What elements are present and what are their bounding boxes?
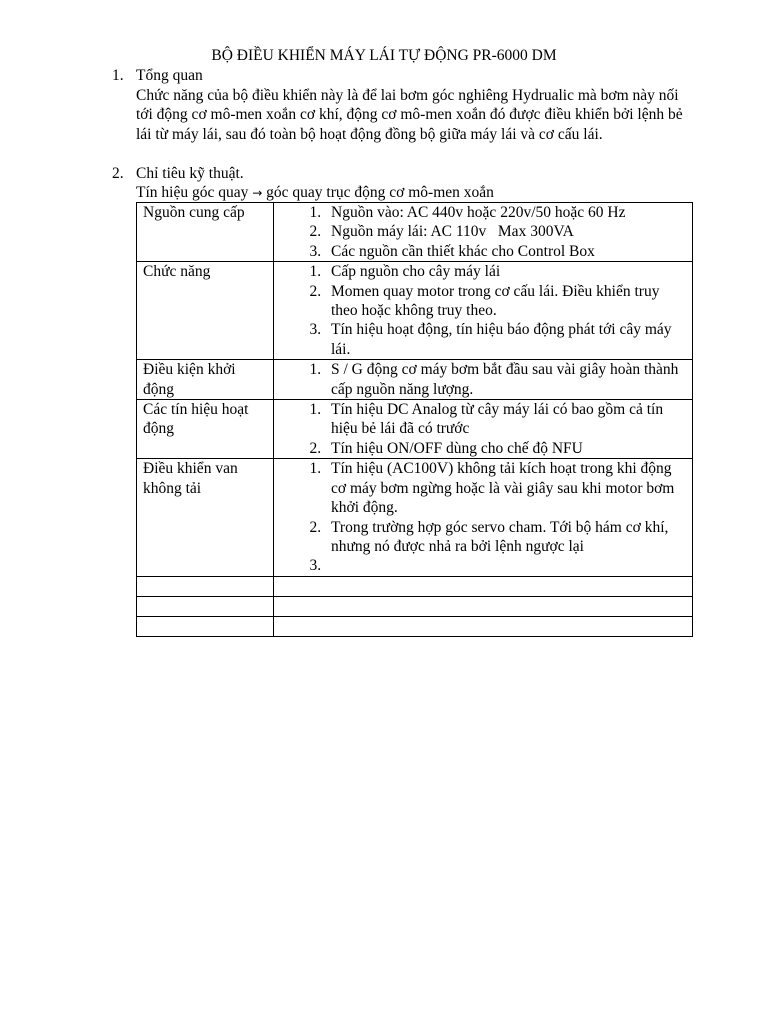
row-content	[274, 459, 693, 576]
row-label: Các tín hiệu hoạt động	[137, 400, 274, 459]
item-list	[280, 400, 686, 458]
list-item: 1. Cấp nguồn cho cây máy lái	[325, 262, 686, 281]
section-heading: Chỉ tiêu kỹ thuật.	[136, 165, 244, 182]
list-item: 2. Momen quay motor trong cơ cấu lái. Điều khiển truy theo hoặc không truy theo.	[325, 282, 686, 321]
overview-paragraph: Chức năng của bộ điều khiển này là để lai bơm góc nghiêng Hydrualic mà bơm này nối tới động cơ mô-men xoắn cơ khí, động cơ mô-men xoắn đó được điều khiển bởi lệnh bẻ lái từ máy lái, sau đó toàn bộ hoạt động đồng bộ giữa máy lái và cơ cấu lái.	[136, 87, 683, 143]
row-content	[274, 262, 693, 360]
right-arrow-icon: →	[252, 186, 263, 200]
item-list	[280, 262, 686, 359]
table-row	[137, 360, 693, 400]
table-row	[137, 203, 693, 262]
signal-line	[136, 183, 684, 203]
row-label: Điều khiển van không tải	[137, 459, 274, 576]
list-item: 2. Trong trường hợp góc servo cham. Tới bộ hám cơ khí, nhưng nó được nhả ra bởi lệnh ngược lại	[325, 518, 686, 557]
row-label: Nguồn cung cấp	[137, 203, 274, 262]
table-row-empty	[137, 596, 693, 616]
signal-line-right: góc quay trục động cơ mô-men xoắn	[266, 184, 494, 201]
empty-cell	[137, 596, 274, 616]
item-list	[280, 360, 686, 399]
item-list	[280, 459, 686, 575]
section-heading: Tổng quan	[136, 67, 203, 84]
row-content	[274, 203, 693, 262]
list-item: 2. Nguồn máy lái: AC 110v Max 300VA	[325, 222, 686, 241]
empty-cell	[274, 576, 693, 596]
section-number: 2.	[112, 165, 124, 182]
table-row	[137, 459, 693, 576]
row-label: Điều kiện khởi động	[137, 360, 274, 400]
list-item: 3. Tín hiệu hoạt động, tín hiệu báo động phát tới cây máy lái.	[325, 320, 686, 359]
row-content	[274, 400, 693, 459]
list-item: 1. Tín hiệu (AC100V) không tải kích hoạt trong khi động cơ máy bơm ngừng hoặc là vài giây sau khi motor bơm khởi động.	[325, 459, 686, 517]
list-item: 1. Tín hiệu DC Analog từ cây máy lái có bao gồm cả tín hiệu bẻ lái đã có trước	[325, 400, 686, 439]
empty-cell	[137, 616, 274, 636]
section-number: 1.	[112, 67, 124, 84]
table-row	[137, 262, 693, 360]
empty-cell	[274, 616, 693, 636]
list-item: 1. Nguồn vào: AC 440v hoặc 220v/50 hoặc 60 Hz	[325, 203, 686, 222]
list-item: 3. Các nguồn cần thiết khác cho Control Box	[325, 242, 686, 261]
table-row-empty	[137, 576, 693, 596]
table-row	[137, 400, 693, 459]
row-label: Chức năng	[137, 262, 274, 360]
table-row-empty	[137, 616, 693, 636]
empty-cell	[137, 576, 274, 596]
item-list	[280, 203, 686, 261]
document-title: BỘ ĐIỀU KHIỂN MÁY LÁI TỰ ĐỘNG PR-6000 DM	[211, 47, 557, 64]
list-item	[325, 556, 686, 575]
spec-table	[136, 202, 693, 637]
list-item: 1. S / G động cơ máy bơm bắt đầu sau vài giây hoàn thành cấp nguồn năng lượng.	[325, 360, 686, 399]
list-item: 2. Tín hiệu ON/OFF dùng cho chế độ NFU	[325, 439, 686, 458]
empty-cell	[274, 596, 693, 616]
signal-line-left: Tín hiệu góc quay	[136, 184, 249, 201]
row-content	[274, 360, 693, 400]
